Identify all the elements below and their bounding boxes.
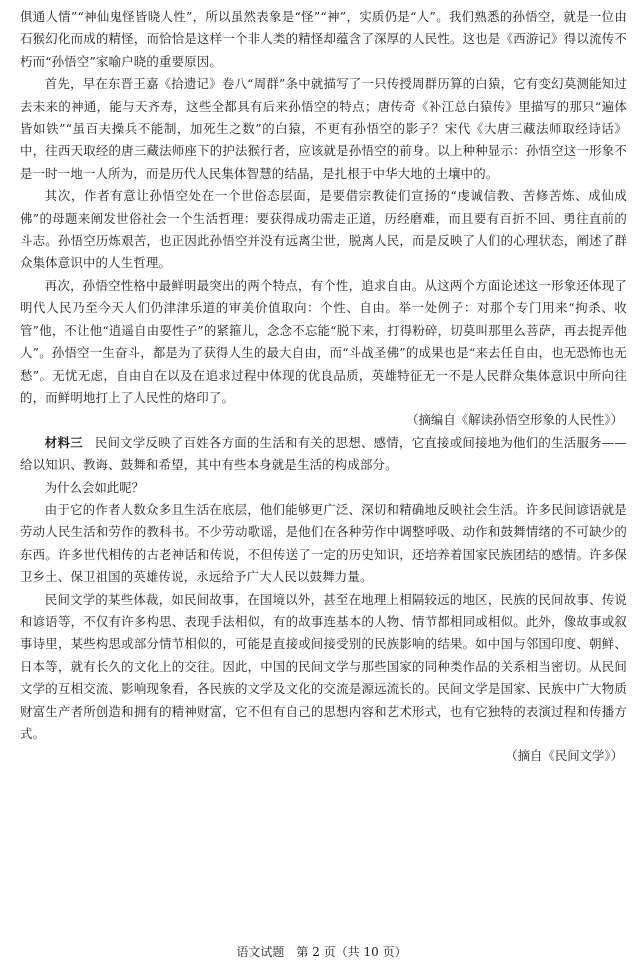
material-three-text: 民间文学反映了百姓各方面的生活和有关的思想、感情，它直接或间接地为他们的生活服务——给以知识、教诲、鼓舞和希望，其中有些本身就是生活的构成部分。: [20, 434, 627, 473]
source-citation-1: （摘编自《解读孙悟空形象的人民性》）: [406, 412, 623, 428]
paragraph-first: 首先，早在东晋王嘉《拾遗记》卷八“周群”条中就描写了一只传授周群历算的白猿，它有变幻莫测能知过去未来的神通，能与天齐寿，这些全都具有后来孙悟空的特点；唐传奇《补江总白猿传》里描写的那只“遍体皆如铁”“虽百夫操兵不能制，加死生之数”的白猿，不更有孙悟空的影子？宋代《大唐三藏法师取经诗话》中，往西天取经的唐三藏法师座下的护法猴行者，应该就是孙悟空的前身。以上种种显示：孙悟空这一形象不是一时一地一人所为，而是历代人民集体智慧的结晶，是扎根于中华大地的土壤中的。: [20, 76, 627, 181]
paragraph-continued: 俱通人情”“神仙鬼怪皆晓人性”，所以虽然表象是“怪”“神”，实质仍是“人”。我们熟悉的孙悟空，就是一位由石猴幻化而成的精怪，而恰恰是这样一个非人类的精怪却蕴含了深厚的人民性。这也是《西游记》得以流传不朽而“孙悟空”家喻户晓的重要原因。: [20, 9, 627, 69]
material-three-paragraph: [20, 432, 627, 477]
page-footer: 语文试题 第 2 页（共 10 页）: [236, 945, 407, 959]
material-three-label: 材料三: [44, 434, 83, 450]
paragraph-reason: 由于它的作者人数众多且生活在底层，他们能够更广泛、深切和精确地反映社会生活。许多民间谚语就是劳动人民生活和劳作的教科书。不少劳动歌谣，是他们在各种劳作中调整呼吸、动作和鼓舞情绪的不可缺少的东西。许多世代相传的古老神话和传说，不但传送了一定的历史知识，还培养着国家民族团结的感情。许多保卫乡土、保卫祖国的英雄传说，永远给予广大人民以鼓舞力量。: [20, 501, 627, 585]
paragraph-third: 再次，孙悟空性格中最鲜明最突出的两个特点，有个性，追求自由。从这两个方面论述这一形象还体现了明代人民乃至今天人们仍津津乐道的审美价值取向：个性、自由。举一处例子：对那个专门用来“拘杀、收管”他，不让他“逍遥自由耍性子”的紧箍儿，念念不忘能“脱下来，打得粉碎，切莫叫那里么菩萨，再去捉弄他人”。孙悟空一生奋斗，都是为了获得人生的最大自由，而“斗战圣佛”的成果也是“来去任自由，也无恐怖也无愁”。无忧无虑，自由自在以及在追求过程中体现的优良品质，英雄特征无一不是人民群众集体意识中所向往的，而鲜明地打上了人民性的烙印了。: [20, 277, 627, 405]
source-citation-2: （摘自《民间文学》）: [505, 748, 623, 764]
paragraph-second: 其次，作者有意让孙悟空处在一个世俗态层面，是要借宗教徒们宣扬的“虔诚信教、苦修苦炼、成仙成佛”的母题来阐发世俗社会一个生活哲理：要获得成功需走正道，历经磨难，而且要有百折不回、勇往直前的斗志。孙悟空历炼艰苦，也正因此孙悟空并没有远离尘世，脱离人民，而是反映了人们的心理状态，阐述了群众集体意识中的人生哲理。: [20, 188, 627, 271]
question-line: 为什么会如此呢？: [44, 479, 144, 495]
paragraph-exchange: 民间文学的某些体裁，如民间故事，在国境以外，甚至在地理上相隔较远的地区，民族的民间故事、传说和谚语等，不仅有许多构思、表现手法相似，有的故事连基本的人物、情节都相同或相似。此外，像故事或叙事诗里，某些构思或部分情节相似的，可能是直接或间接受别的民族影响的结果。如中国与邻国印度、朝鲜、日本等，就有长久的文化上的交往。因此，中国的民间文学与那些国家的同种类作品的关系相当密切。从民间文学的互相交流、影响现象看，各民族的文学及文化的交流是源远流长的。民间文学是国家、民族中广大物质财富生产者所创造和拥有的精神财富，它不但有自己的思想内容和艺术形式，也有它独特的表演过程和传播方式。: [20, 591, 627, 741]
